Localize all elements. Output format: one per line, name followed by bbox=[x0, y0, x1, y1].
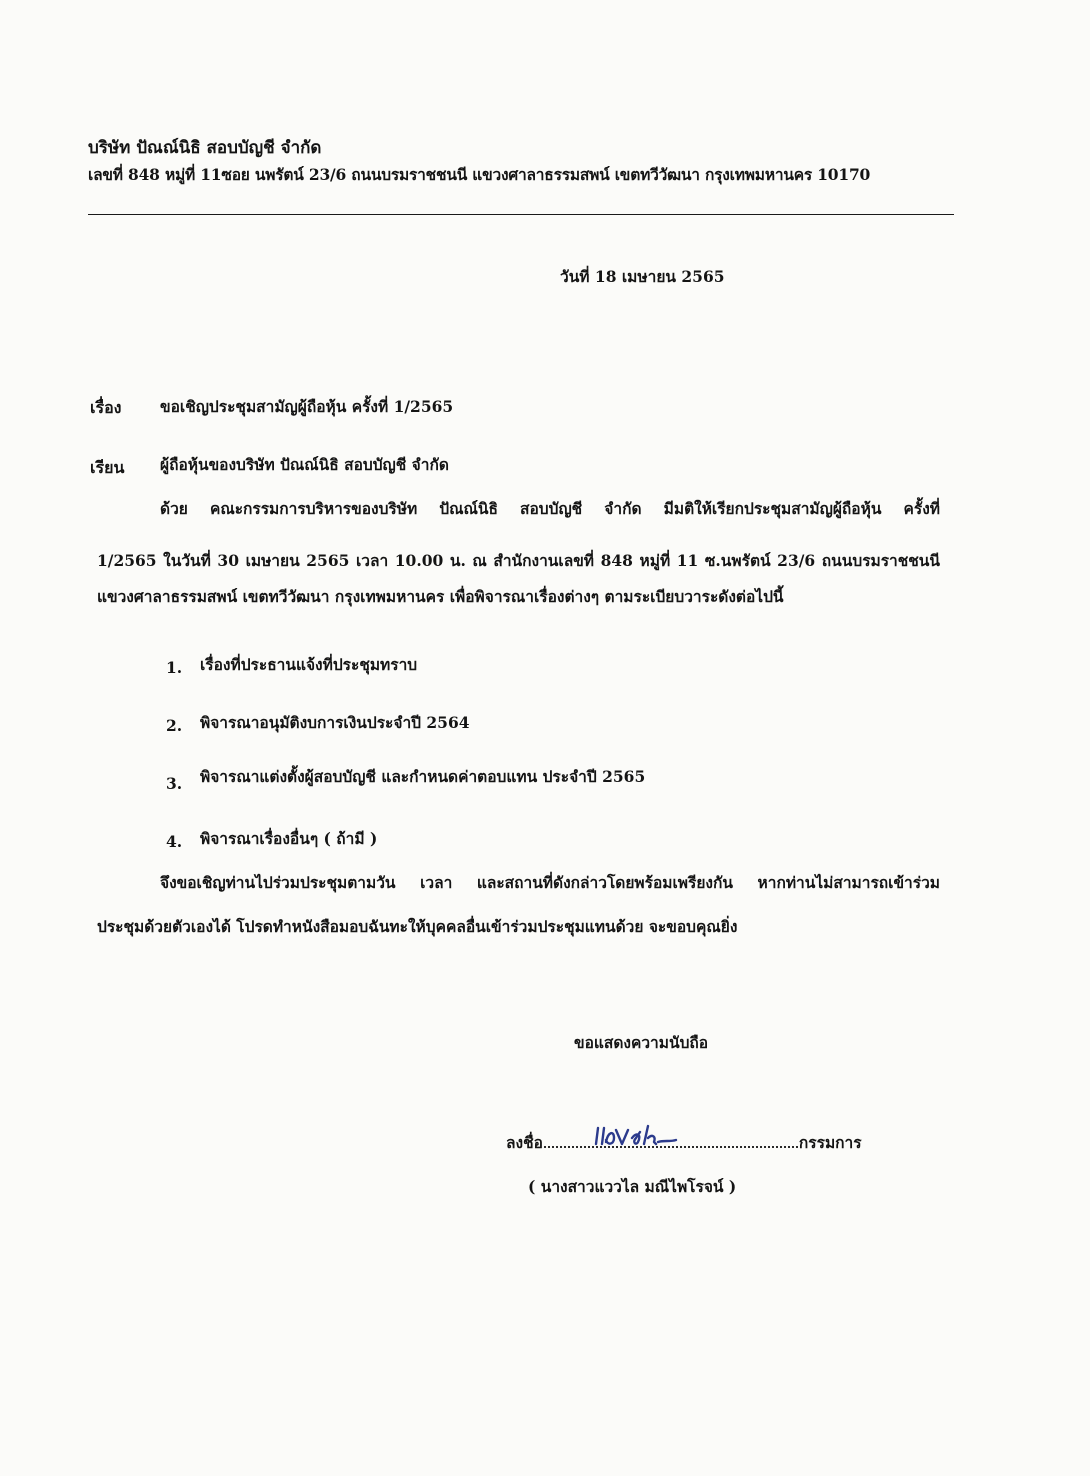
agenda-item-text: พิจารณาเรื่องอื่นๆ ( ถ้ามี ) bbox=[200, 829, 378, 848]
body-paragraph-2-line-1: จึงขอเชิญท่านไปร่วมประชุมตามวัน เวลา และสถานที่ดังกล่าวโดยพร้อมเพรียงกัน หากท่านไม่สามารถเข้าร่วม bbox=[160, 873, 940, 892]
agenda-item-text: พิจารณาแต่งตั้งผู้สอบบัญชี และกำหนดค่าตอบแทน ประจำปี 2565 bbox=[200, 767, 646, 786]
signature-line bbox=[506, 1130, 862, 1155]
subject-label: เรื่อง bbox=[90, 398, 122, 417]
body-paragraph-2-line-2: ประชุมด้วยตัวเองได้ โปรดทำหนังสือมอบฉันทะให้บุคคลอื่นเข้าร่วมประชุมแทนด้วย จะขอบคุณยิ่ง bbox=[97, 917, 738, 936]
agenda-item-text: เรื่องที่ประธานแจ้งที่ประชุมทราบ bbox=[200, 655, 418, 674]
agenda-item-number: 2. bbox=[166, 716, 183, 735]
sign-label: ลงชื่อ bbox=[506, 1133, 543, 1152]
header-divider bbox=[88, 214, 954, 215]
agenda-item-text: พิจารณาอนุมัติงบการเงินประจำปี 2564 bbox=[200, 713, 470, 732]
letter-date: วันที่ 18 เมษายน 2565 bbox=[560, 267, 725, 286]
body-paragraph-1-line-2: 1/2565 ในวันที่ 30 เมษายน 2565 เวลา 10.00 น. ณ สำนักงานเลขที่ 848 หมู่ที่ 11 ซ.นพรัตน์ 23/6 ถนนบรมราชชนนี bbox=[97, 551, 940, 570]
subject-text: ขอเชิญประชุมสามัญผู้ถือหุ้น ครั้งที่ 1/2565 bbox=[160, 397, 454, 416]
company-name: บริษัท ปัณณ์นิธิ สอบบัญชี จำกัด bbox=[88, 138, 322, 158]
closing-salutation: ขอแสดงความนับถือ bbox=[574, 1033, 709, 1052]
body-paragraph-1-line-3: แขวงศาลาธรรมสพน์ เขตทวีวัฒนา กรุงเทพมหานคร เพื่อพิจารณาเรื่องต่างๆ ตามระเบียบวาระดังต่อไปนี้ bbox=[97, 587, 784, 606]
agenda-item-number: 1. bbox=[166, 658, 183, 677]
body-paragraph-1-line-1: ด้วย คณะกรรมการบริหารของบริษัท ปัณณ์นิธิ สอบบัญชี จำกัด มีมติให้เรียกประชุมสามัญผู้ถือหุ้น ครั้งที่ bbox=[160, 499, 940, 518]
signer-position: กรรมการ bbox=[798, 1133, 862, 1152]
recipient-label: เรียน bbox=[90, 458, 125, 477]
handwritten-signature bbox=[592, 1118, 682, 1152]
signer-name: ( นางสาวแววไล มณีไพโรจน์ ) bbox=[528, 1177, 737, 1196]
recipient-text: ผู้ถือหุ้นของบริษัท ปัณณ์นิธิ สอบบัญชี จำกัด bbox=[160, 455, 449, 474]
agenda-item-number: 3. bbox=[166, 774, 183, 793]
agenda-item-number: 4. bbox=[166, 832, 183, 851]
company-address: เลขที่ 848 หมู่ที่ 11ซอย นพรัตน์ 23/6 ถนนบรมราชชนนี แขวงศาลาธรรมสพน์ เขตทวีวัฒนา กรุงเทพมหานคร 10170 bbox=[88, 165, 871, 184]
